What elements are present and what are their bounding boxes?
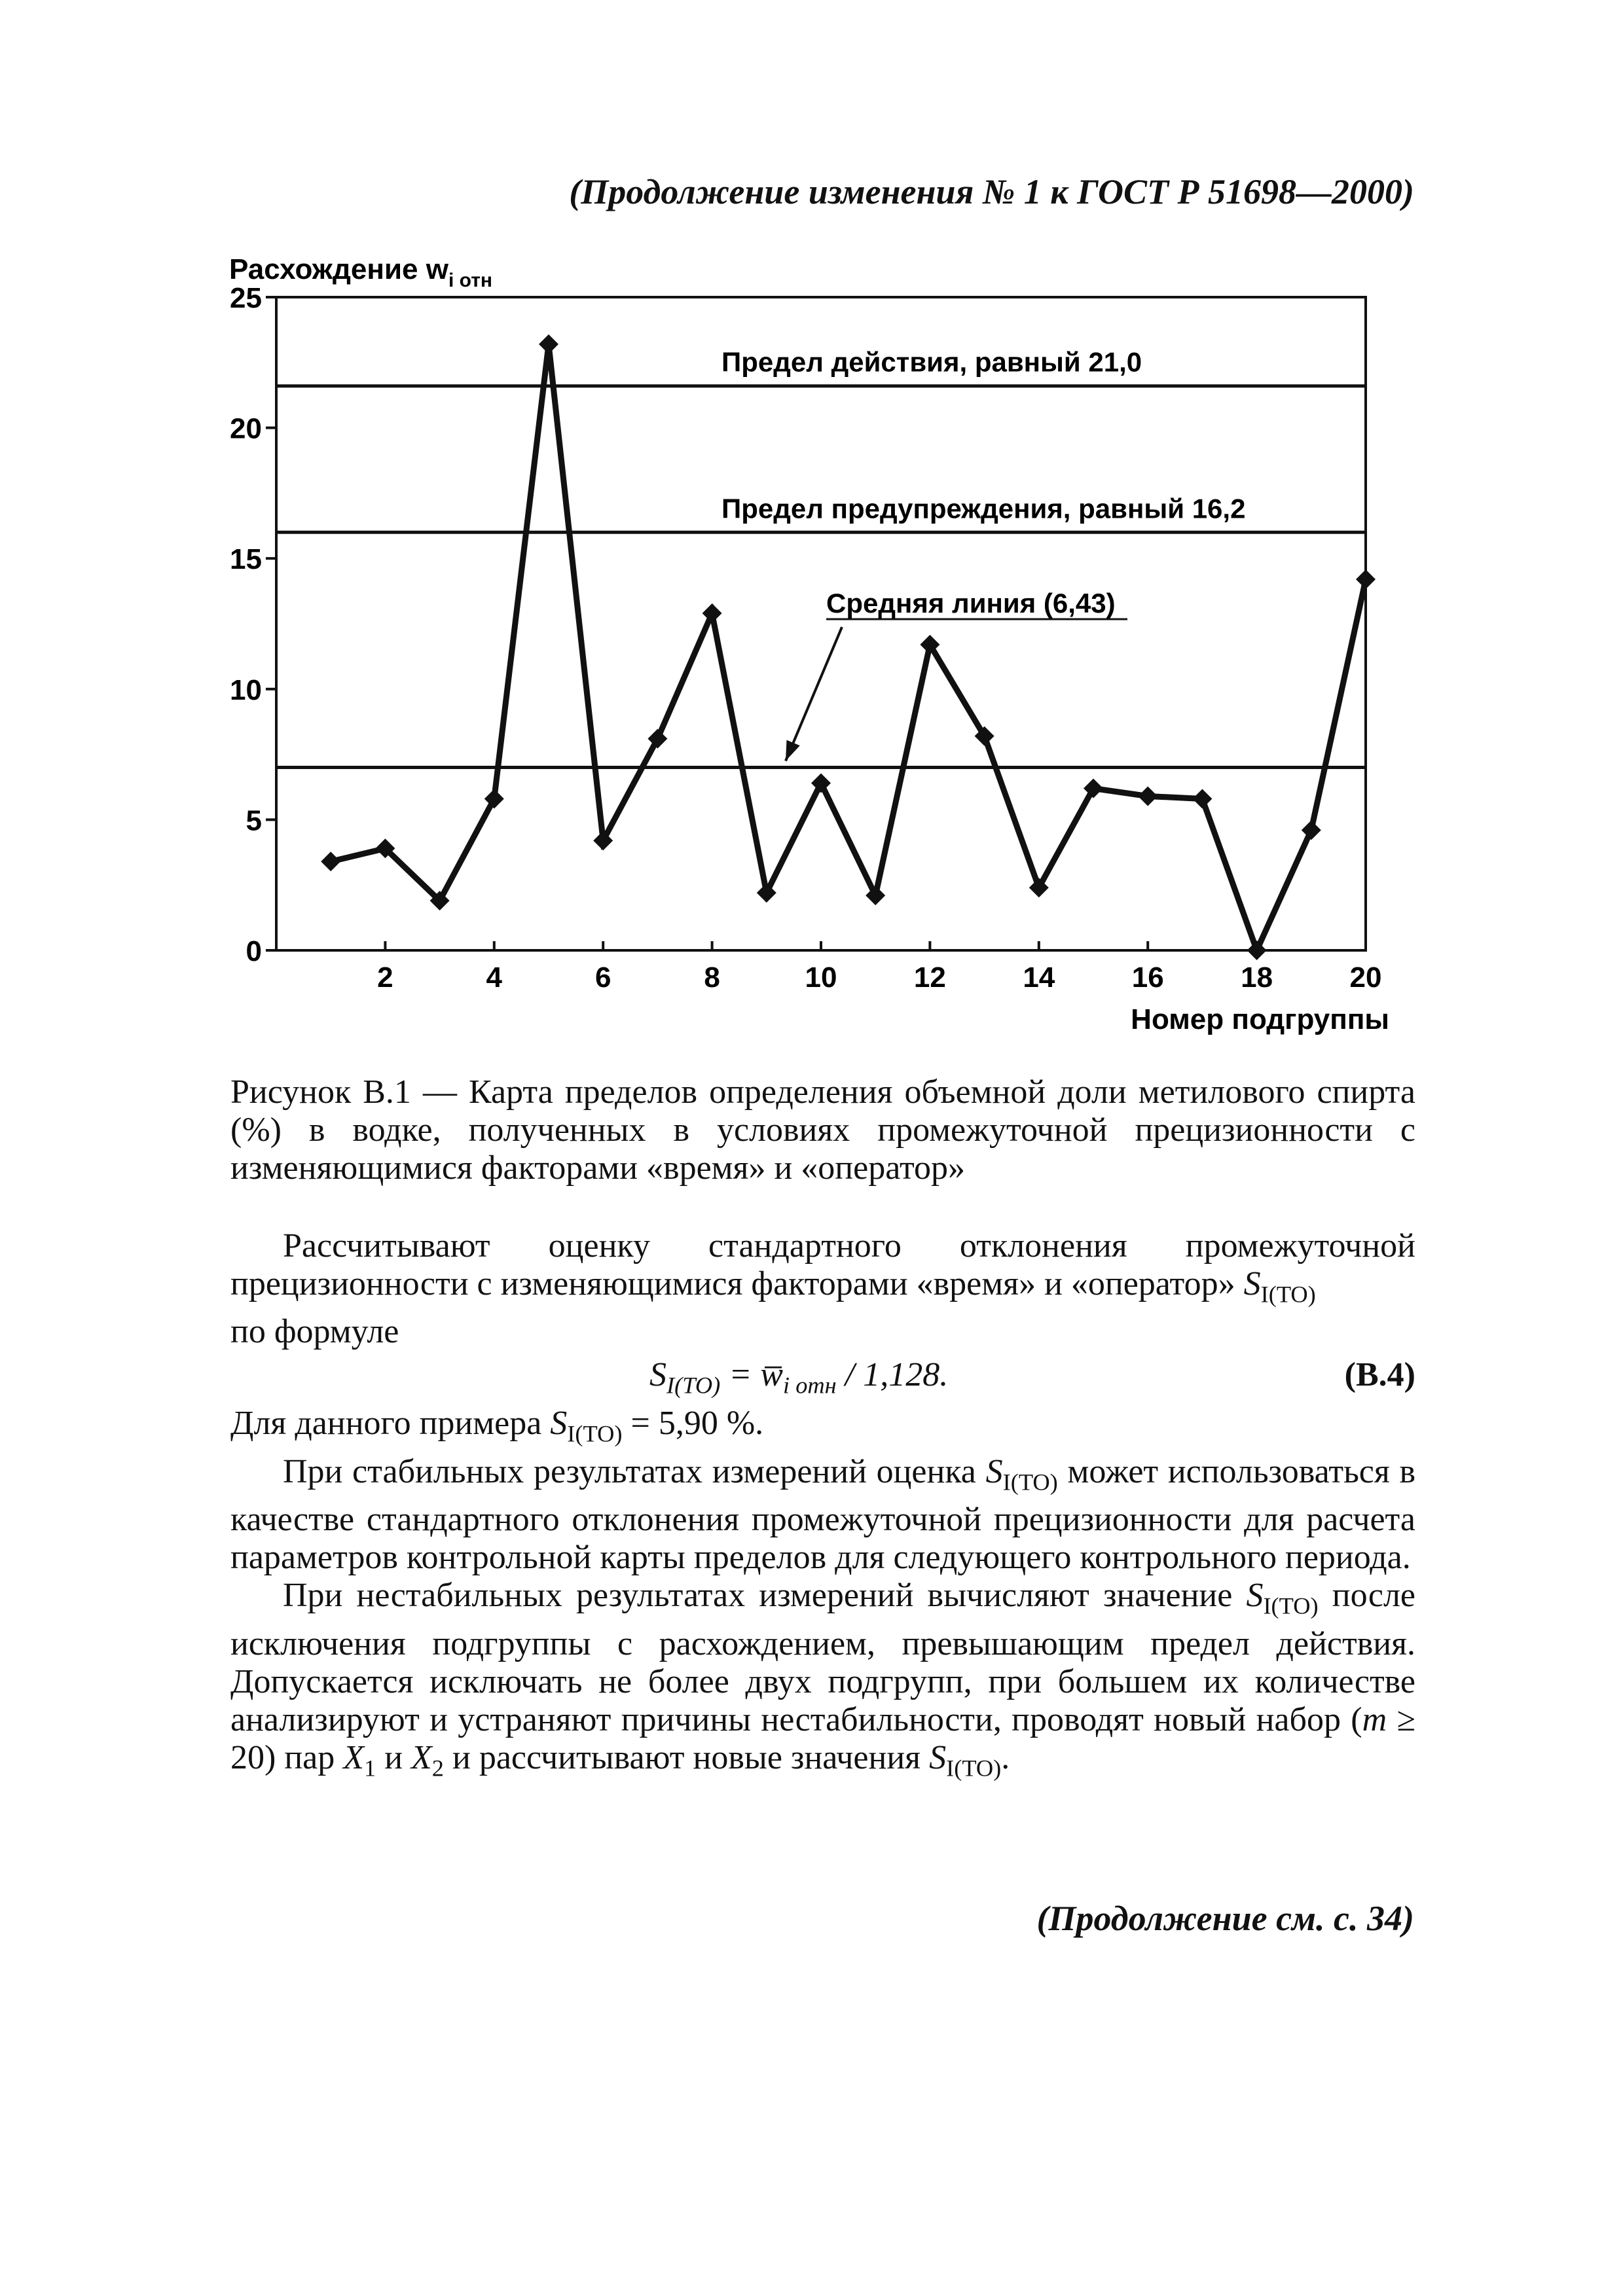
p4-mid: после исключения подгруппы с расхождением, превышающим предел действия. Допускается исключать не более двух подгрупп, при большем их количестве анализируют и устраняют причины нестабильности, проводят новый набор (: [230, 1577, 1416, 1738]
x-tick-label: 12: [913, 961, 946, 994]
x-tick-label: 10: [805, 961, 837, 994]
center-line-arrow: [786, 627, 842, 761]
p2-symbol: S: [550, 1405, 568, 1443]
action-limit-label: Предел действия, равный 21,0: [721, 346, 1142, 378]
p3-symbol: S: [985, 1452, 1003, 1490]
data-point: [1192, 789, 1212, 808]
data-point: [321, 852, 340, 871]
p4-end: .: [1001, 1738, 1010, 1776]
y-tick-label: 10: [230, 673, 262, 706]
p4-ge: ≥ 20) пар: [230, 1700, 1415, 1776]
data-point: [866, 886, 885, 905]
data-point: [811, 774, 831, 793]
p4-x2-sub: 2: [431, 1754, 444, 1781]
formula-s-sub: I(TO): [666, 1372, 721, 1399]
p2-pre: Для данного примера: [230, 1405, 542, 1443]
body-text: [230, 1227, 1415, 1787]
page-footer: (Продолжение см. с. 34): [1036, 1899, 1414, 1938]
paragraph-4: [230, 1577, 1415, 1787]
formula-number: (В.4): [1344, 1356, 1415, 1394]
formula-b4: [230, 1356, 1415, 1405]
control-chart-svg: [223, 249, 1414, 1060]
control-chart: [223, 249, 1414, 1060]
p3-symbol-sub: I(TO): [1002, 1469, 1058, 1496]
formula-tail: / 1,128.: [836, 1356, 949, 1394]
p4-symbol: S: [1246, 1577, 1264, 1615]
x-tick-label: 14: [1023, 961, 1055, 994]
p1-symbol: S: [1243, 1265, 1261, 1302]
formula-rhs-sub: i отн: [783, 1372, 837, 1399]
x-tick-label: 4: [486, 961, 503, 994]
p4-pre: При нестабильных результатах измерений вычисляют значение: [283, 1577, 1233, 1615]
p4-end-symbol: S: [929, 1738, 947, 1776]
formula-rhs: = w̅: [720, 1356, 783, 1394]
p4-x2: X: [411, 1738, 432, 1776]
p4-x1: X: [343, 1738, 364, 1776]
p3-pre: При стабильных результатах измерений оценка: [283, 1452, 976, 1490]
paragraph-2: [230, 1405, 1415, 1452]
data-point: [1247, 941, 1267, 960]
x-axis-title: Номер подгруппы: [1131, 1003, 1389, 1035]
page-header: (Продолжение изменения № 1 к ГОСТ Р 51698—2000): [569, 172, 1414, 211]
p2-symbol-sub: I(TO): [567, 1420, 623, 1447]
p4-x1-sub: 1: [364, 1754, 376, 1781]
data-point: [1138, 786, 1158, 806]
x-tick-label: 8: [704, 961, 720, 994]
data-point: [702, 603, 722, 623]
p1-tail: по формуле: [230, 1313, 399, 1351]
p4-m: m: [1362, 1700, 1387, 1738]
y-tick-label: 5: [246, 804, 262, 837]
data-point: [539, 334, 558, 354]
y-axis-title: Расхождение $w_{i отн}$: [229, 253, 493, 291]
y-tick-label: 0: [246, 935, 262, 967]
x-tick-label: 20: [1349, 961, 1382, 994]
p1-symbol-sub: I(TO): [1260, 1281, 1316, 1308]
formula-s: S: [649, 1356, 666, 1394]
p4-and: и: [376, 1738, 412, 1776]
p1-text: Рассчитывают оценку стандартного отклонения промежуточной прецизионности с изменяющимися факторами «время» и «оператор»: [230, 1227, 1415, 1302]
p4-symbol-sub: I(TO): [1263, 1592, 1319, 1619]
y-tick-label: 15: [230, 543, 262, 576]
data-point: [1302, 820, 1321, 840]
series-line: [331, 344, 1366, 950]
p4-post: и рассчитывают новые значения: [444, 1738, 930, 1776]
x-tick-label: 6: [594, 961, 611, 994]
figure-caption: Рисунок В.1 — Карта пределов определения объемной доли метилового спирта (%) в водке, полученных в условиях промежуточной прецизионности с изменяющимися факторами «время» и «оператор»: [230, 1073, 1415, 1187]
p3-post: может использоваться в качестве стандартного отклонения промежуточной прецизионности для расчета параметров контрольной карты пределов для следующего контрольного периода.: [230, 1452, 1416, 1577]
x-tick-label: 18: [1241, 961, 1273, 994]
p2-post: = 5,90 %.: [630, 1405, 764, 1443]
paragraph-1: [230, 1227, 1415, 1351]
y-tick-label: 25: [230, 282, 262, 314]
y-tick-label: 20: [230, 412, 262, 445]
paragraph-3: [230, 1453, 1415, 1577]
plot-frame: [276, 297, 1366, 950]
warning-limit-label: Предел предупреждения, равный 16,2: [721, 493, 1246, 524]
center-line-arrowhead: [786, 740, 800, 761]
center-line-label: Средняя линия (6,43): [826, 588, 1116, 619]
p4-end-symbol-sub: I(TO): [946, 1754, 1002, 1781]
formula: [649, 1356, 948, 1404]
x-tick-label: 16: [1131, 961, 1164, 994]
data-point: [757, 883, 776, 903]
data-point: [1356, 569, 1376, 589]
x-tick-label: 2: [377, 961, 393, 994]
